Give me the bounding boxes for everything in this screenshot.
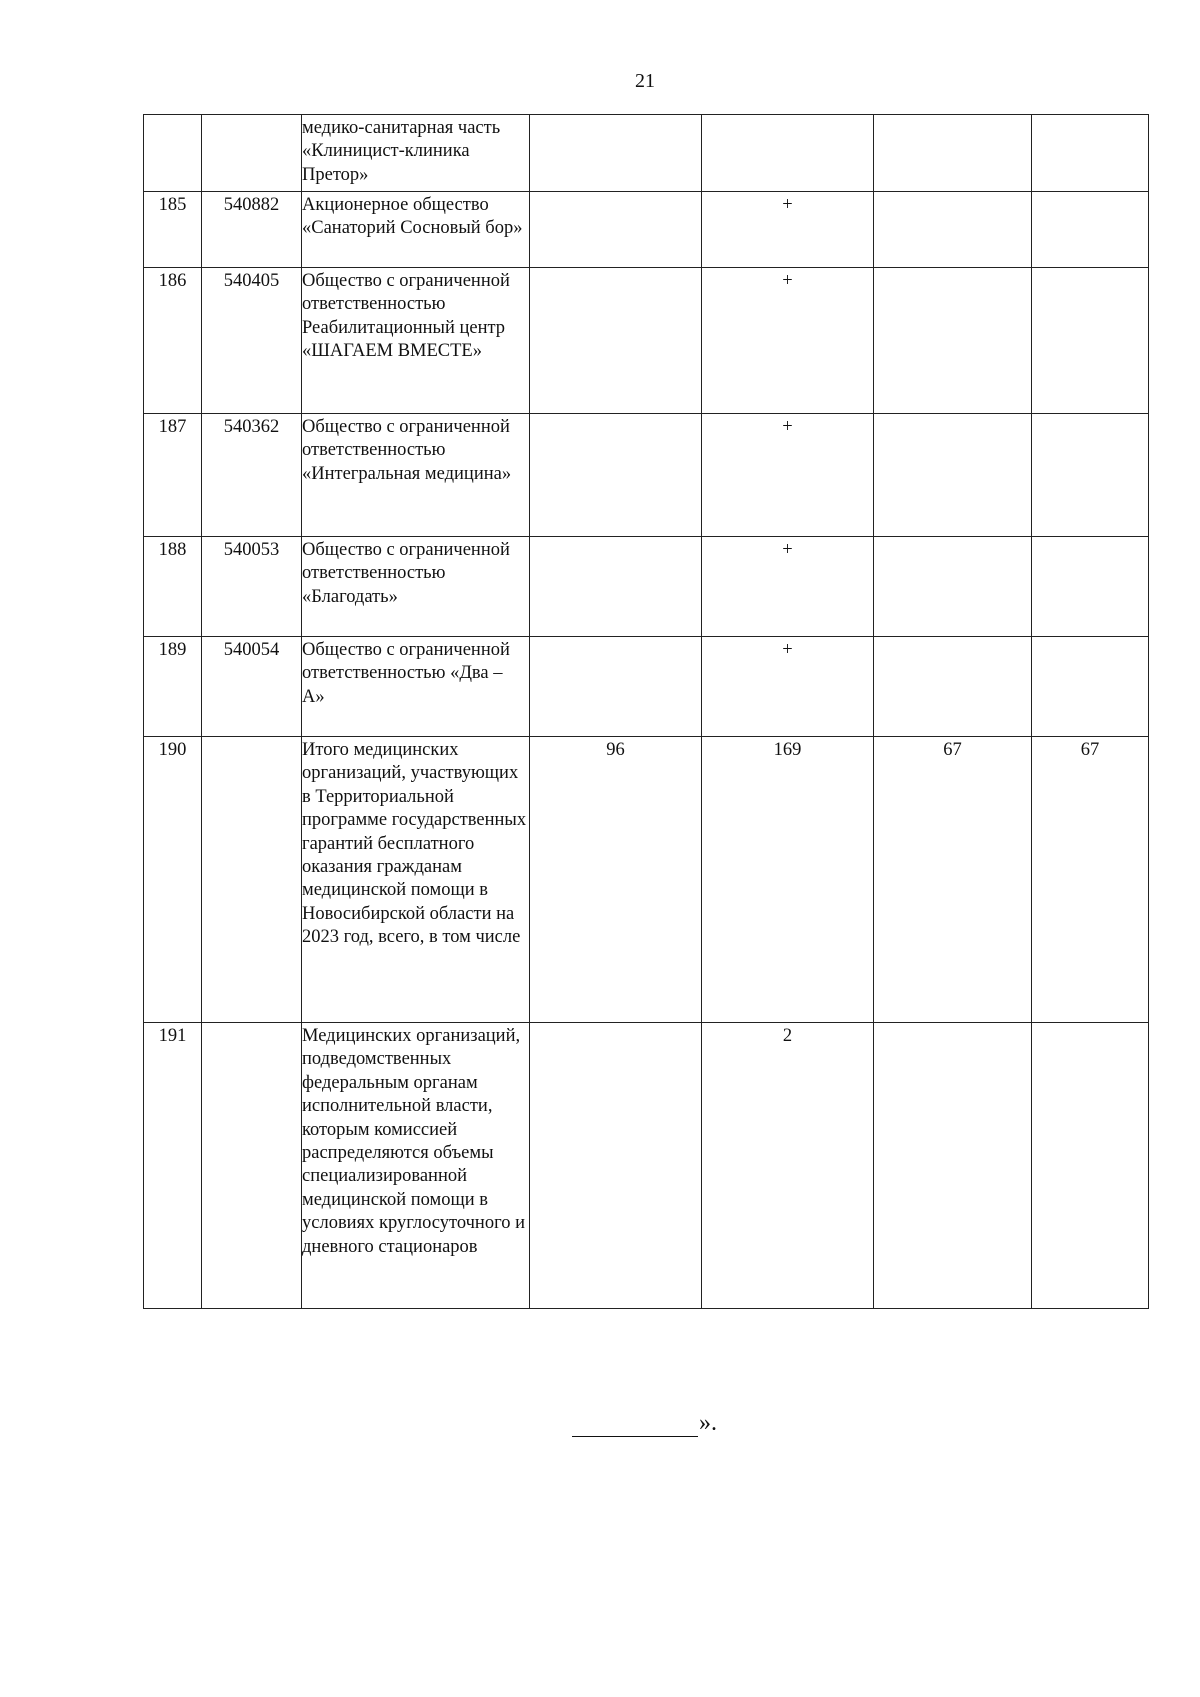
closing-mark xyxy=(572,1410,717,1437)
value-cell xyxy=(530,192,702,268)
row-code xyxy=(202,115,302,192)
organization-name: Общество с ограниченной ответственностью «Благодать» xyxy=(302,537,530,637)
value-cell xyxy=(530,268,702,414)
table-row xyxy=(144,1023,1149,1309)
value-cell xyxy=(1032,192,1149,268)
table-row xyxy=(144,537,1149,637)
table-row xyxy=(144,192,1149,268)
value-cell xyxy=(530,115,702,192)
organization-name: Акционерное общество «Санаторий Сосновый бор» xyxy=(302,192,530,268)
value-cell: 169 xyxy=(702,737,874,1023)
organizations-table xyxy=(143,114,1149,1309)
row-code xyxy=(202,1023,302,1309)
value-cell xyxy=(530,537,702,637)
value-cell xyxy=(874,192,1032,268)
value-cell: + xyxy=(702,268,874,414)
row-code: 540362 xyxy=(202,414,302,537)
page-number: 21 xyxy=(635,70,655,92)
row-number: 191 xyxy=(144,1023,202,1309)
organization-name: медико-санитарная часть «Клиницист-клиника Претор» xyxy=(302,115,530,192)
value-cell xyxy=(874,414,1032,537)
value-cell xyxy=(530,637,702,737)
table-row xyxy=(144,268,1149,414)
row-code: 540053 xyxy=(202,537,302,637)
value-cell xyxy=(1032,268,1149,414)
value-cell xyxy=(1032,537,1149,637)
value-cell: 96 xyxy=(530,737,702,1023)
table-row xyxy=(144,115,1149,192)
value-cell xyxy=(702,115,874,192)
value-cell xyxy=(874,115,1032,192)
value-cell xyxy=(874,1023,1032,1309)
table-row xyxy=(144,414,1149,537)
value-cell: 67 xyxy=(874,737,1032,1023)
organization-name: Общество с ограниченной ответственностью Реабилитационный центр «ШАГАЕМ ВМЕСТЕ» xyxy=(302,268,530,414)
closing-quote: ». xyxy=(699,1410,717,1436)
table-row xyxy=(144,637,1149,737)
value-cell: + xyxy=(702,192,874,268)
value-cell: + xyxy=(702,637,874,737)
value-cell xyxy=(874,537,1032,637)
organization-name: Общество с ограниченной ответственностью «Интегральная медицина» xyxy=(302,414,530,537)
value-cell xyxy=(1032,637,1149,737)
value-cell xyxy=(874,637,1032,737)
value-cell: + xyxy=(702,537,874,637)
row-code: 540054 xyxy=(202,637,302,737)
organization-name: Медицинских организаций, подведомственных федеральным органам исполнительной власти, которым комиссией распределяются объемы специализированной медицинской помощи в условиях круглосуточного и дневного стационаров xyxy=(302,1023,530,1309)
value-cell xyxy=(530,1023,702,1309)
value-cell xyxy=(1032,414,1149,537)
row-number: 190 xyxy=(144,737,202,1023)
value-cell: 67 xyxy=(1032,737,1149,1023)
table-row xyxy=(144,737,1149,1023)
value-cell: + xyxy=(702,414,874,537)
value-cell xyxy=(1032,115,1149,192)
row-number: 186 xyxy=(144,268,202,414)
value-cell xyxy=(530,414,702,537)
row-number xyxy=(144,115,202,192)
value-cell xyxy=(874,268,1032,414)
row-number: 185 xyxy=(144,192,202,268)
organization-name: Итого медицинских организаций, участвующих в Территориальной программе государственных гарантий бесплатного оказания гражданам медицинской помощи в Новосибирской области на 2023 год, всего, в том числе xyxy=(302,737,530,1023)
row-number: 188 xyxy=(144,537,202,637)
row-code: 540405 xyxy=(202,268,302,414)
organization-name: Общество с ограниченной ответственностью «Два – А» xyxy=(302,637,530,737)
row-code: 540882 xyxy=(202,192,302,268)
signature-line xyxy=(572,1416,698,1437)
row-number: 189 xyxy=(144,637,202,737)
row-code xyxy=(202,737,302,1023)
value-cell xyxy=(1032,1023,1149,1309)
value-cell: 2 xyxy=(702,1023,874,1309)
row-number: 187 xyxy=(144,414,202,537)
